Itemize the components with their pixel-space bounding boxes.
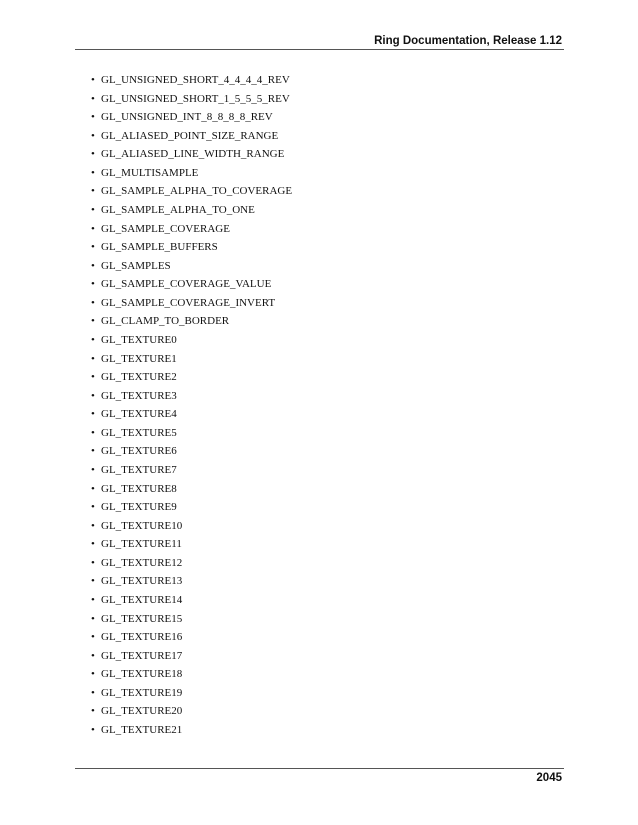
list-item	[91, 630, 182, 644]
list-item	[91, 537, 182, 551]
bullet-icon: •	[91, 353, 95, 365]
list-item	[91, 389, 177, 403]
list-item	[91, 667, 182, 681]
list-item-label: GL_TEXTURE3	[101, 390, 177, 402]
list-item	[91, 110, 273, 124]
list-item-label: GL_TEXTURE4	[101, 408, 177, 420]
bullet-icon: •	[91, 334, 95, 346]
header-title: Ring Documentation, Release 1.12	[374, 35, 562, 47]
list-item	[91, 593, 182, 607]
bullet-icon: •	[91, 668, 95, 680]
bullet-icon: •	[91, 167, 95, 179]
list-item-label: GL_TEXTURE11	[101, 538, 182, 550]
list-item	[91, 649, 182, 663]
bullet-icon: •	[91, 74, 95, 86]
list-item-label: GL_TEXTURE20	[101, 705, 183, 717]
bullet-icon: •	[91, 594, 95, 606]
list-item-label: GL_ALIASED_LINE_WIDTH_RANGE	[101, 148, 285, 160]
list-item-label: GL_TEXTURE0	[101, 334, 177, 346]
list-item	[91, 296, 275, 310]
list-item-label: GL_UNSIGNED_SHORT_1_5_5_5_REV	[101, 93, 290, 105]
bullet-icon: •	[91, 445, 95, 457]
list-item-label: GL_TEXTURE10	[101, 520, 183, 532]
bullet-icon: •	[91, 705, 95, 717]
bullet-icon: •	[91, 408, 95, 420]
bullet-icon: •	[91, 631, 95, 643]
list-item-label: GL_TEXTURE15	[101, 613, 183, 625]
list-item	[91, 370, 177, 384]
list-item-label: GL_TEXTURE17	[101, 650, 183, 662]
list-item	[91, 147, 284, 161]
bullet-icon: •	[91, 111, 95, 123]
list-item-label: GL_TEXTURE14	[101, 594, 183, 606]
bullet-icon: •	[91, 538, 95, 550]
bullet-icon: •	[91, 483, 95, 495]
list-item-label: GL_TEXTURE21	[101, 724, 183, 736]
list-item	[91, 184, 292, 198]
list-item	[91, 314, 229, 328]
list-item-label: GL_ALIASED_POINT_SIZE_RANGE	[101, 130, 279, 142]
bullet-icon: •	[91, 130, 95, 142]
bullet-icon: •	[91, 724, 95, 736]
list-item	[91, 166, 198, 180]
bullet-icon: •	[91, 464, 95, 476]
list-item	[91, 92, 290, 106]
list-item	[91, 463, 177, 477]
bullet-icon: •	[91, 427, 95, 439]
list-item	[91, 686, 182, 700]
bullet-icon: •	[91, 297, 95, 309]
bullet-icon: •	[91, 520, 95, 532]
list-item-label: GL_SAMPLE_COVERAGE	[101, 223, 230, 235]
list-item-label: GL_TEXTURE7	[101, 464, 177, 476]
bullet-icon: •	[91, 260, 95, 272]
list-item	[91, 407, 177, 421]
bullet-icon: •	[91, 501, 95, 513]
list-item-label: GL_CLAMP_TO_BORDER	[101, 315, 230, 327]
list-item-label: GL_UNSIGNED_INT_8_8_8_8_REV	[101, 111, 273, 123]
list-item-label: GL_TEXTURE12	[101, 557, 183, 569]
page-number: 2045	[536, 772, 562, 784]
list-item	[91, 333, 177, 347]
list-item-label: GL_SAMPLE_ALPHA_TO_ONE	[101, 204, 255, 216]
list-item-label: GL_TEXTURE9	[101, 501, 177, 513]
list-item-label: GL_TEXTURE13	[101, 575, 183, 587]
list-item	[91, 426, 177, 440]
list-item	[91, 73, 290, 87]
list-item-label: GL_TEXTURE6	[101, 445, 177, 457]
list-item-label: GL_SAMPLE_ALPHA_TO_COVERAGE	[101, 185, 293, 197]
list-item	[91, 259, 171, 273]
list-item	[91, 222, 230, 236]
list-item	[91, 612, 182, 626]
list-item	[91, 203, 255, 217]
list-item-label: GL_UNSIGNED_SHORT_4_4_4_4_REV	[101, 74, 290, 86]
list-item-label: GL_TEXTURE5	[101, 427, 177, 439]
bullet-icon: •	[91, 185, 95, 197]
bullet-icon: •	[91, 650, 95, 662]
list-item-label: GL_TEXTURE1	[101, 353, 177, 365]
page-header	[75, 29, 564, 50]
list-item	[91, 482, 177, 496]
bullet-icon: •	[91, 148, 95, 160]
footer-rule	[75, 768, 564, 769]
list-item-label: GL_SAMPLE_COVERAGE_VALUE	[101, 278, 272, 290]
list-item	[91, 277, 271, 291]
list-item	[91, 723, 182, 737]
bullet-icon: •	[91, 687, 95, 699]
list-item-label: GL_TEXTURE16	[101, 631, 183, 643]
list-item-label: GL_MULTISAMPLE	[101, 167, 199, 179]
list-item-label: GL_SAMPLE_BUFFERS	[101, 241, 218, 253]
list-item-label: GL_TEXTURE18	[101, 668, 183, 680]
bullet-icon: •	[91, 278, 95, 290]
bullet-icon: •	[91, 575, 95, 587]
list-item	[91, 519, 182, 533]
list-item-label: GL_SAMPLE_COVERAGE_INVERT	[101, 297, 276, 309]
list-item	[91, 574, 182, 588]
bullet-icon: •	[91, 315, 95, 327]
bullet-icon: •	[91, 204, 95, 216]
list-item	[91, 129, 278, 143]
list-item	[91, 240, 218, 254]
bullet-icon: •	[91, 93, 95, 105]
bullet-icon: •	[91, 371, 95, 383]
bullet-icon: •	[91, 223, 95, 235]
list-item-label: GL_TEXTURE19	[101, 687, 183, 699]
bullet-icon: •	[91, 613, 95, 625]
bullet-icon: •	[91, 241, 95, 253]
list-item	[91, 352, 177, 366]
list-item	[91, 444, 177, 458]
list-item	[91, 704, 182, 718]
list-item	[91, 556, 182, 570]
list-item-label: GL_TEXTURE2	[101, 371, 177, 383]
list-item-label: GL_SAMPLES	[101, 260, 171, 272]
bullet-icon: •	[91, 557, 95, 569]
bullet-icon: •	[91, 390, 95, 402]
list-item	[91, 500, 177, 514]
list-item-label: GL_TEXTURE8	[101, 483, 177, 495]
